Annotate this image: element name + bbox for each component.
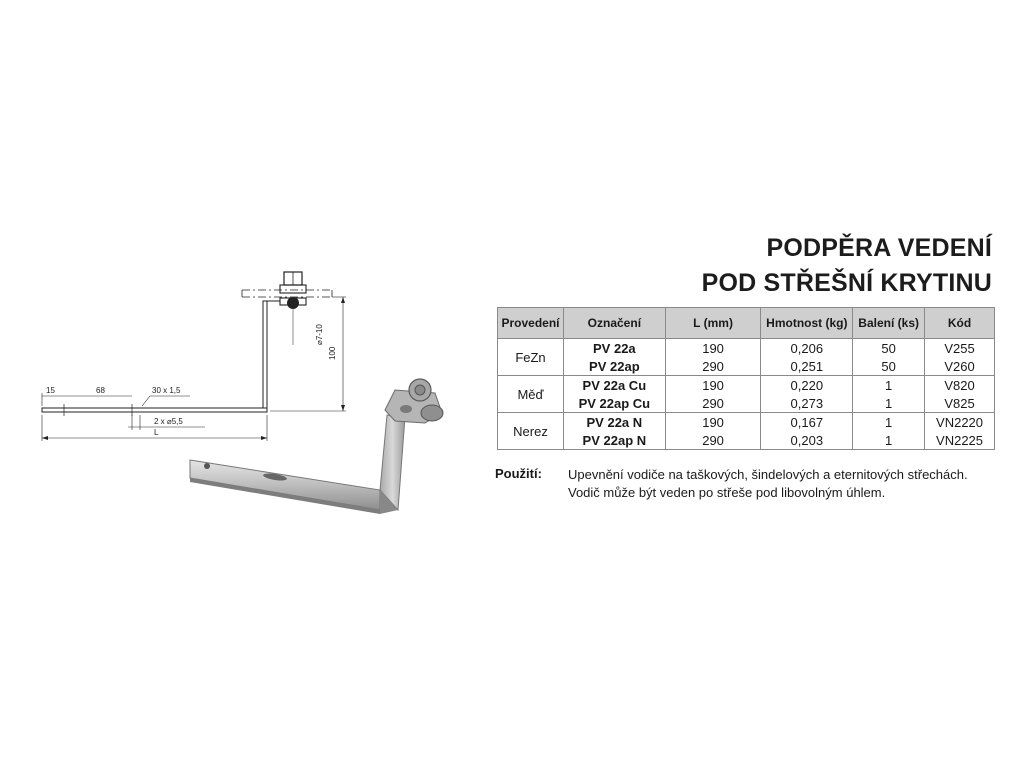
title-line-2: POD STŘEŠNÍ KRYTINU	[701, 269, 992, 297]
table-row	[498, 376, 995, 395]
code-cell: V825	[925, 394, 995, 413]
material-cell: Měď	[498, 376, 564, 413]
table-row	[498, 413, 995, 432]
designation-cell: PV 22ap	[563, 357, 665, 376]
length-cell: 190	[665, 376, 761, 395]
designation-cell: PV 22a N	[563, 413, 665, 432]
usage-line-1: Upevnění vodiče na taškových, šindelových a eternitových střechách.	[568, 467, 968, 482]
product-photo	[180, 365, 470, 535]
table-row	[498, 394, 995, 413]
spec-table	[497, 307, 995, 450]
length-cell: 190	[665, 413, 761, 432]
conductor-section	[287, 297, 299, 309]
designation-cell: PV 22a	[563, 339, 665, 358]
designation-cell: PV 22ap Cu	[563, 394, 665, 413]
code-cell: VN2225	[925, 431, 995, 450]
weight-cell: 0,167	[761, 413, 853, 432]
dim-L: L	[154, 428, 159, 437]
dim-68: 68	[96, 386, 105, 395]
header-cell: Hmotnost (kg)	[761, 308, 853, 339]
designation-cell: PV 22a Cu	[563, 376, 665, 395]
weight-cell: 0,273	[761, 394, 853, 413]
usage-label: Použití:	[495, 466, 542, 481]
material-cell: FeZn	[498, 339, 564, 376]
header-cell: Označení	[563, 308, 665, 339]
weight-cell: 0,206	[761, 339, 853, 358]
code-cell: V260	[925, 357, 995, 376]
header-cell: Balení (ks)	[853, 308, 925, 339]
material-cell: Nerez	[498, 413, 564, 450]
length-cell: 290	[665, 394, 761, 413]
table-row	[498, 339, 995, 358]
code-cell: VN2220	[925, 413, 995, 432]
dim-conductor: ⌀7-10	[315, 324, 324, 345]
weight-cell: 0,220	[761, 376, 853, 395]
designation-cell: PV 22ap N	[563, 431, 665, 450]
header-cell: Provedení	[498, 308, 564, 339]
pack-cell: 1	[853, 413, 925, 432]
code-cell: V255	[925, 339, 995, 358]
weight-cell: 0,203	[761, 431, 853, 450]
table-header-row	[498, 308, 995, 339]
dim-100: 100	[328, 346, 337, 360]
pack-cell: 1	[853, 431, 925, 450]
header-cell: L (mm)	[665, 308, 761, 339]
length-cell: 290	[665, 431, 761, 450]
pack-cell: 50	[853, 339, 925, 358]
pack-cell: 1	[853, 394, 925, 413]
table-row	[498, 431, 995, 450]
header-cell: Kód	[925, 308, 995, 339]
length-cell: 290	[665, 357, 761, 376]
title-line-1: PODPĚRA VEDENÍ	[766, 234, 992, 262]
dim-holes: 2 x ⌀5,5	[154, 417, 183, 426]
pack-cell: 50	[853, 357, 925, 376]
table-row	[498, 357, 995, 376]
usage-text	[568, 466, 968, 502]
code-cell: V820	[925, 376, 995, 395]
dim-15: 15	[46, 386, 55, 395]
length-cell: 190	[665, 339, 761, 358]
pack-cell: 1	[853, 376, 925, 395]
dim-section: 30 x 1,5	[152, 386, 181, 395]
usage-line-2: Vodič může být veden po střeše pod libovolným úhlem.	[568, 485, 886, 500]
clamp-plate	[280, 285, 306, 293]
weight-cell: 0,251	[761, 357, 853, 376]
